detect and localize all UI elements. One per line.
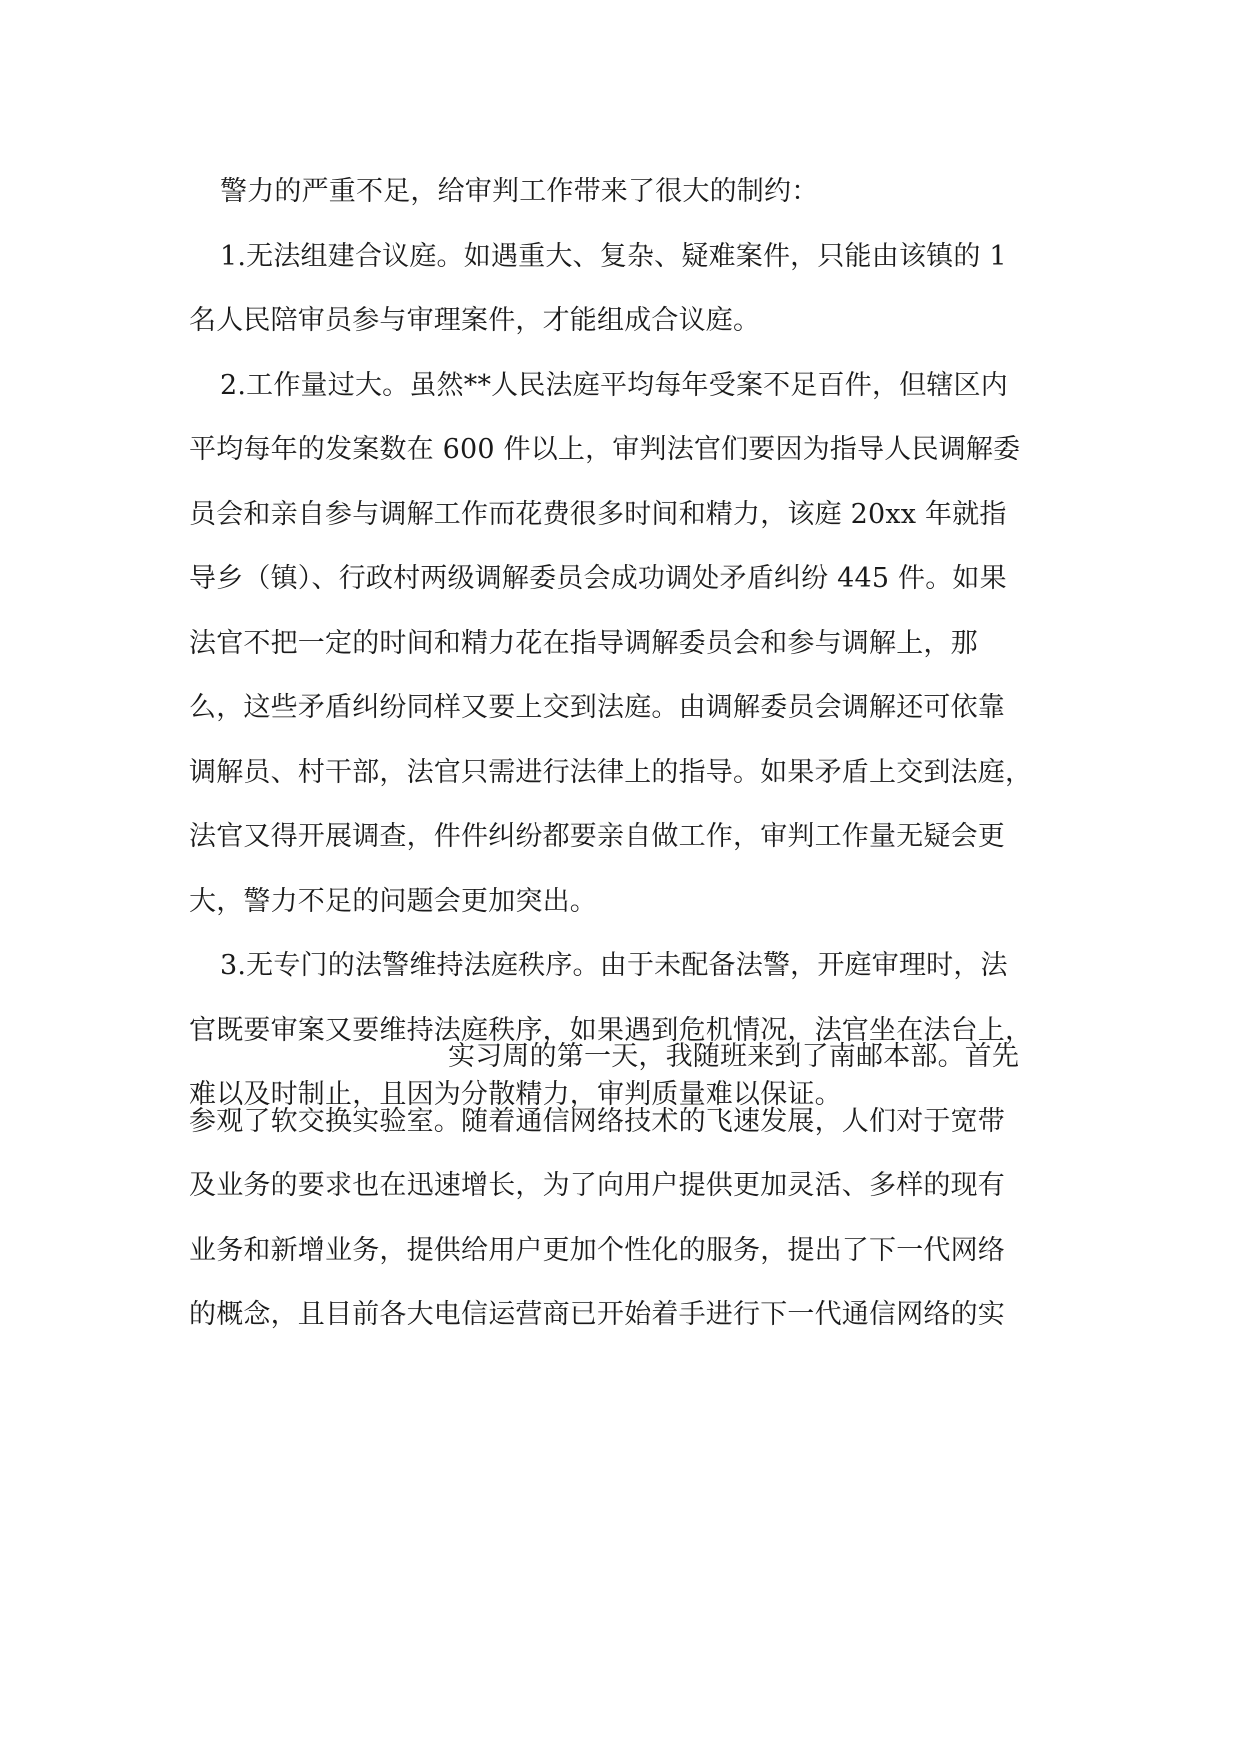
paragraph-line: 1.无法组建合议庭。如遇重大、复杂、疑难案件，只能由该镇的 1 <box>220 240 1007 272</box>
paragraph-line: 官既要审案又要维持法庭秩序，如果遇到危机情况，法官坐在法台上， <box>189 1014 1033 1046</box>
text-section-internship <box>189 1025 1047 1348</box>
paragraph-line: 导乡（镇）、行政村两级调解委员会成功调处矛盾纠纷 445 件。如果 <box>189 563 1007 594</box>
paragraph-line: 么，这些矛盾纠纷同样又要上交到法庭。由调解委员会调解还可依靠 <box>189 692 1005 723</box>
paragraph-line: 大，警力不足的问题会更加突出。 <box>189 885 597 917</box>
paragraph-line: 的概念，且目前各大电信运营商已开始着手进行下一代通信网络的实 <box>189 1299 1005 1330</box>
paragraph-line: 2.工作量过大。虽然**人民法庭平均每年受案不足百件，但辖区内 <box>220 369 1008 401</box>
paragraph-line: 法官不把一定的时间和精力花在指导调解委员会和参与调解上，那 <box>189 627 978 659</box>
text-section-court-staffing <box>189 160 1047 1128</box>
paragraph-line: 平均每年的发案数在 600 件以上，审判法官们要因为指导人民调解委 <box>189 434 1021 465</box>
paragraph-line: 警力的严重不足，给审判工作带来了很大的制约： <box>220 176 819 207</box>
paragraph-line: 法官又得开展调查，件件纠纷都要亲自做工作，审判工作量无疑会更 <box>189 821 1005 852</box>
paragraph-line: 员会和亲自参与调解工作而花费很多时间和精力，该庭 20xx 年就指 <box>189 498 1007 530</box>
paragraph-line: 参观了软交换实验室。随着通信网络技术的飞速发展，人们对于宽带 <box>189 1105 1005 1137</box>
paragraph-line: 实习周的第一天，我随班来到了南邮本部。首先 <box>448 1041 1020 1072</box>
paragraph-line: 调解员、村干部，法官只需进行法律上的指导。如果矛盾上交到法庭， <box>189 756 1033 788</box>
paragraph-line: 业务和新增业务，提供给用户更加个性化的服务，提出了下一代网络 <box>189 1234 1005 1266</box>
paragraph-line: 名人民陪审员参与审理案件，才能组成合议庭。 <box>189 305 761 336</box>
paragraph-line: 及业务的要求也在迅速增长，为了向用户提供更加灵活、多样的现有 <box>189 1170 1005 1201</box>
paragraph-line: 难以及时制止，且因为分散精力，审判质量难以保证。 <box>189 1079 842 1110</box>
paragraph-line: 3.无专门的法警维持法庭秩序。由于未配备法警，开庭审理时，法 <box>220 950 1008 981</box>
